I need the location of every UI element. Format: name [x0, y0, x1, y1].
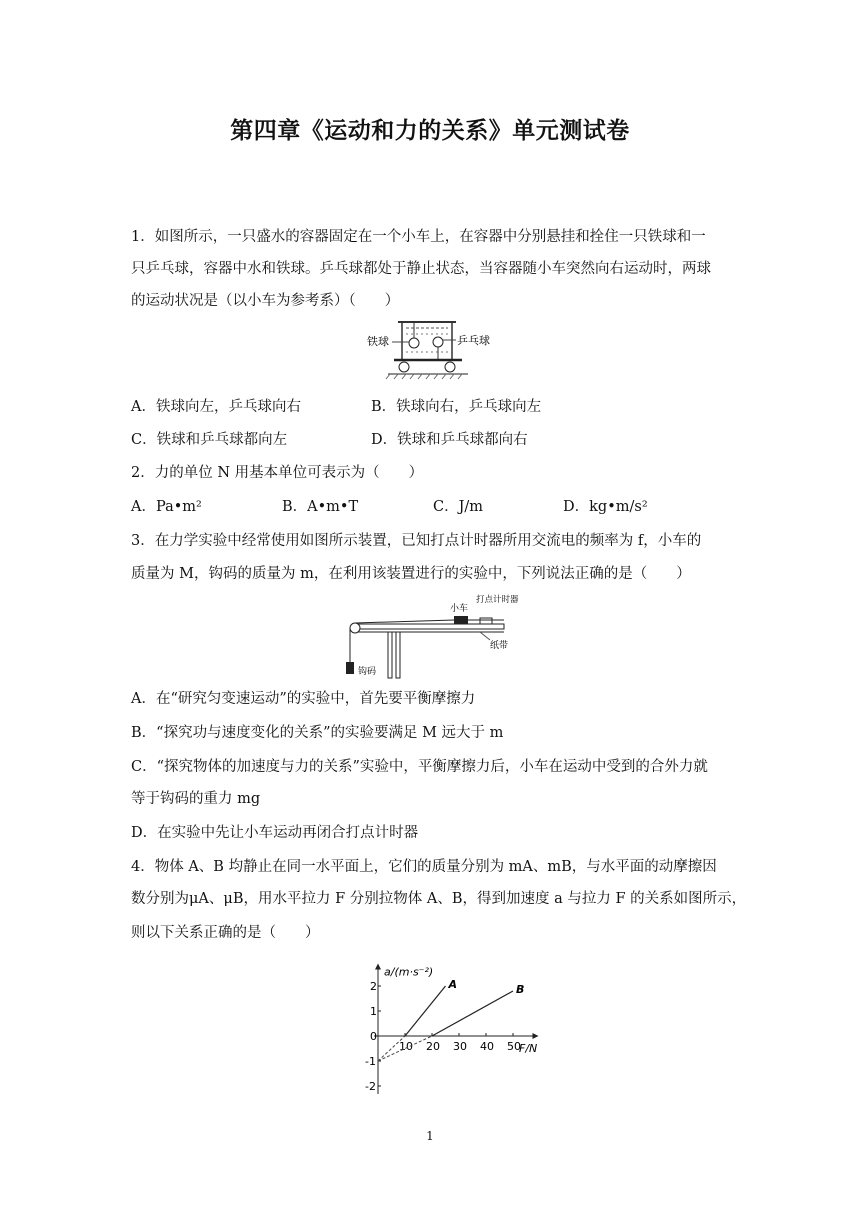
q3-stem-line-2: 质量为 M，钩码的质量为 m，在利用该装置进行的实验中，下列说法正确的是（ ）	[131, 566, 691, 582]
x-axis-label: F/N	[519, 1042, 538, 1055]
q3-stem-line-1: 3．在力学实验中经常使用如图所示装置，已知打点计时器所用交流电的频率为 f，小车的	[131, 533, 702, 549]
q1-label-pingpong: 乒乓球	[457, 334, 490, 347]
q3-option-d: D．在实验中先让小车运动再闭合打点计时器	[131, 825, 419, 841]
q2-option-a: A．Pa•m²	[131, 499, 202, 515]
q1-stem-line-1: 1．如图所示，一只盛水的容器固定在一个小车上，在容器中分别悬挂和拴住一只铁球和一	[131, 229, 706, 245]
q2-option-c: C．J/m	[433, 499, 484, 515]
q3-option-c-line-1: C．“探究物体的加速度与力的关系”实验中，平衡摩擦力后，小车在运动中受到的合外力就	[131, 759, 708, 775]
page-number: 1	[426, 1129, 434, 1143]
q2-option-d: D．kg•m/s²	[563, 499, 648, 515]
q3-label-tape: 纸带	[490, 641, 509, 651]
track	[354, 624, 504, 629]
x-tick-label: 30	[453, 1040, 467, 1053]
q3-figure	[340, 592, 520, 682]
x-axis-arrow	[533, 1033, 539, 1039]
q4-stem-line-2: 数分别为μA、μB，用水平拉力 F 分别拉物体 A、B，得到加速度 a 与拉力 F 的关系如图所示，	[131, 891, 747, 907]
series-B-line	[432, 991, 513, 1036]
q3-option-c-line-2: 等于钩码的重力 mg	[131, 791, 261, 807]
q1-label-iron: 铁球	[367, 335, 389, 348]
q3-label-weight: 钩码	[358, 667, 377, 677]
q3-option-a: A．在“研究匀变速运动”的实验中，首先要平衡摩擦力	[131, 691, 476, 707]
page-title: 第四章《运动和力的关系》单元测试卷	[230, 118, 630, 144]
q1-option-d: D．铁球和乒乓球都向右	[371, 432, 528, 448]
q1-figure	[366, 318, 496, 382]
q4-stem-line-1: 4．物体 A、B 均静止在同一水平面上，它们的质量分别为 mA、mB，与水平面的动摩擦因	[131, 859, 717, 875]
q1-option-b: B．铁球向右，乒乓球向左	[371, 399, 542, 415]
q2-stem: 2．力的单位 N 用基本单位可表示为（ ）	[131, 465, 424, 481]
timer-block	[480, 618, 492, 624]
series-A-line	[405, 986, 446, 1036]
q3-label-timer: 打点计时器	[476, 595, 519, 605]
y-tick-label: -1	[365, 1055, 376, 1068]
x-tick-label: 20	[426, 1040, 440, 1053]
y-tick-label: 1	[370, 1005, 377, 1018]
q1-option-a: A．铁球向左，乒乓球向右	[131, 399, 301, 415]
q2-option-b: B．A•m•T	[282, 499, 359, 515]
q3-label-cart: 小车	[450, 604, 469, 614]
q4-chart	[330, 960, 538, 1100]
iron-ball	[409, 338, 419, 348]
y-tick-label: 0	[370, 1030, 377, 1043]
q3-option-b: B．“探究功与速度变化的关系”的实验要满足 M 远大于 m	[131, 725, 504, 741]
y-tick-label: -2	[365, 1080, 376, 1093]
y-tick-label: 2	[370, 980, 377, 993]
y-axis-label: a/(m·s⁻²)	[384, 965, 434, 979]
q4-stem-line-3: 则以下关系正确的是（ ）	[131, 925, 320, 941]
q1-stem-line-2: 只乒乓球，容器中水和铁球。乒乓球都处于静止状态，当容器随小车突然向右运动时，两球	[131, 261, 711, 277]
pulley	[350, 623, 360, 633]
q1-stem-line-3: 的运动状况是（以小车为参考系）（ ）	[131, 293, 400, 309]
x-tick-label: 50	[507, 1040, 521, 1053]
series-B-label: B	[516, 983, 525, 996]
weight-block	[346, 662, 354, 674]
series-A-label: A	[448, 978, 458, 991]
cart-block	[454, 616, 468, 624]
pingpong-ball	[433, 337, 443, 347]
y-axis-arrow	[375, 964, 381, 970]
q1-option-c: C．铁球和乒乓球都向左	[131, 432, 288, 448]
x-tick-label: 10	[399, 1040, 413, 1053]
x-tick-label: 40	[480, 1040, 494, 1053]
